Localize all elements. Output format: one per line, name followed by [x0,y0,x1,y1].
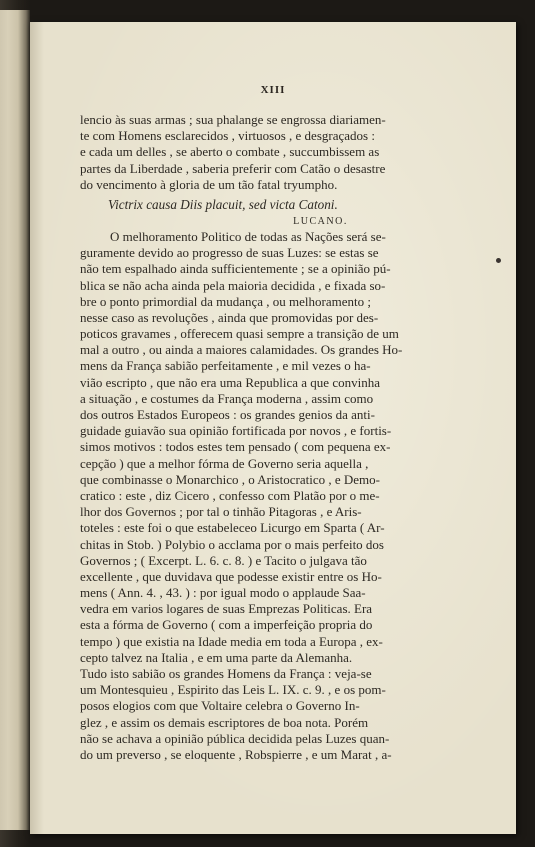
text-line: Tudo isto sabião os grandes Homens da França : veja-se [80,666,372,681]
text-line: cratico : este , diz Cicero , confesso com Platão por o me- [80,487,380,503]
page-text [80,112,473,763]
book-page [30,22,516,834]
text-line: guramente devido ao progresso de suas Luzes: se estas se [80,245,379,261]
text-line: excellente , que duvidava que podesse existir entre os Ho- [80,568,382,584]
ink-spot [496,258,501,263]
text-line: a situação , e costumes da França moderna , assim como [80,390,374,406]
epigraph-author: LUCANO. [293,215,348,227]
text-line: lhor dos Governos ; por tal o tinhão Pitagoras , e Aris- [80,504,362,520]
previous-page-edge [0,10,30,830]
text-line: e cada um delles , se aberto o combate , succumbissem as [80,144,380,160]
text-line: vião escripto , que não era uma Republica a que convinha [80,374,380,390]
text-line: não tem espalhado ainda sufficientemente ; se a opinião pú- [80,261,391,277]
text-line: esta a fórma de Governo ( com a imperfeição propria do [80,617,373,633]
text-line: Governos ; ( Excerpt. L. 6. c. 8. ) e Tacito o julgava tão [80,552,367,568]
text-line: blica se não acha ainda pela maioria decidida , e fixada so- [80,277,386,293]
text-line: do vencimento à gloria de um tão fatal tryumpho. [80,176,338,192]
text-line: glez , e assim os demais escriptores de boa nota. Porém [80,714,369,730]
text-line: mal a outro , ou ainda a maiores calamidades. Os grandes Ho- [80,342,403,358]
text-line: bre o ponto primordial da mudança , ou melhoramento ; [80,293,371,309]
text-line: poticos gravames , offerecem quasi sempre a transição de um [80,326,399,342]
text-line: do um preverso , se eloquente , Robspierre , e um Marat , a- [80,746,392,762]
text-line: cepto talvez na Italia , e em uma parte da Alemanha. [80,649,353,665]
text-line: dos outros Estados Europeos : os grandes genios da anti- [80,407,375,422]
text-line: te com Homens esclarecidos , virtuosos , e desgraçados : [80,128,375,144]
text-line: posos elogios com que Voltaire celebra o Governo In- [80,698,360,714]
page-number: XIII [260,84,286,96]
text-line: toteles : este foi o que estabeleceo Licurgo em Sparta ( Ar- [80,520,385,536]
text-line: chitas in Stob. ) Polybio o acclama por o mais perfeito dos [80,536,384,552]
text-line: tempo ) que existia na Idade media em toda a Europa , ex- [80,633,383,649]
text-line: vedra em varios logares de suas Emprezas Politicas. Era [80,601,373,617]
text-line: lencio às suas armas ; sua phalange se engrossa diariamen- [80,112,386,127]
text-line: um Montesquieu , Espirito das Leis L. IX. c. 9. , e os pom- [80,682,386,698]
text-line: O melhoramento Politico de todas as Nações será se- [110,228,386,244]
text-line: mens da França sabião perfeitamente , e mil vezes o ha- [80,358,371,374]
text-line: nesse caso as revoluções , ainda que promovidas por des- [80,309,379,325]
text-line: não se achava a opinião pública decidida pelas Luzes quan- [80,730,390,746]
text-line: guidade guiavão sua opinião fortificada por novos , e fortis- [80,423,392,439]
text-line: mens ( Ann. 4. , 43. ) : por igual modo o applaude Saa- [80,585,366,601]
text-line: cepção ) que a melhor fórma de Governo seria aquella , [80,455,369,471]
text-line: simos motivos : todos estes tem pensado ( com pequena ex- [80,439,391,455]
text-line: que combinasse o Monarchico , o Aristocratico , e Demo- [80,471,380,487]
epigraph: Victrix causa Diis placuit, sed victa Catoni. [108,196,338,212]
text-line: partes da Liberdade , saberia preferir com Catão o desastre [80,160,386,176]
